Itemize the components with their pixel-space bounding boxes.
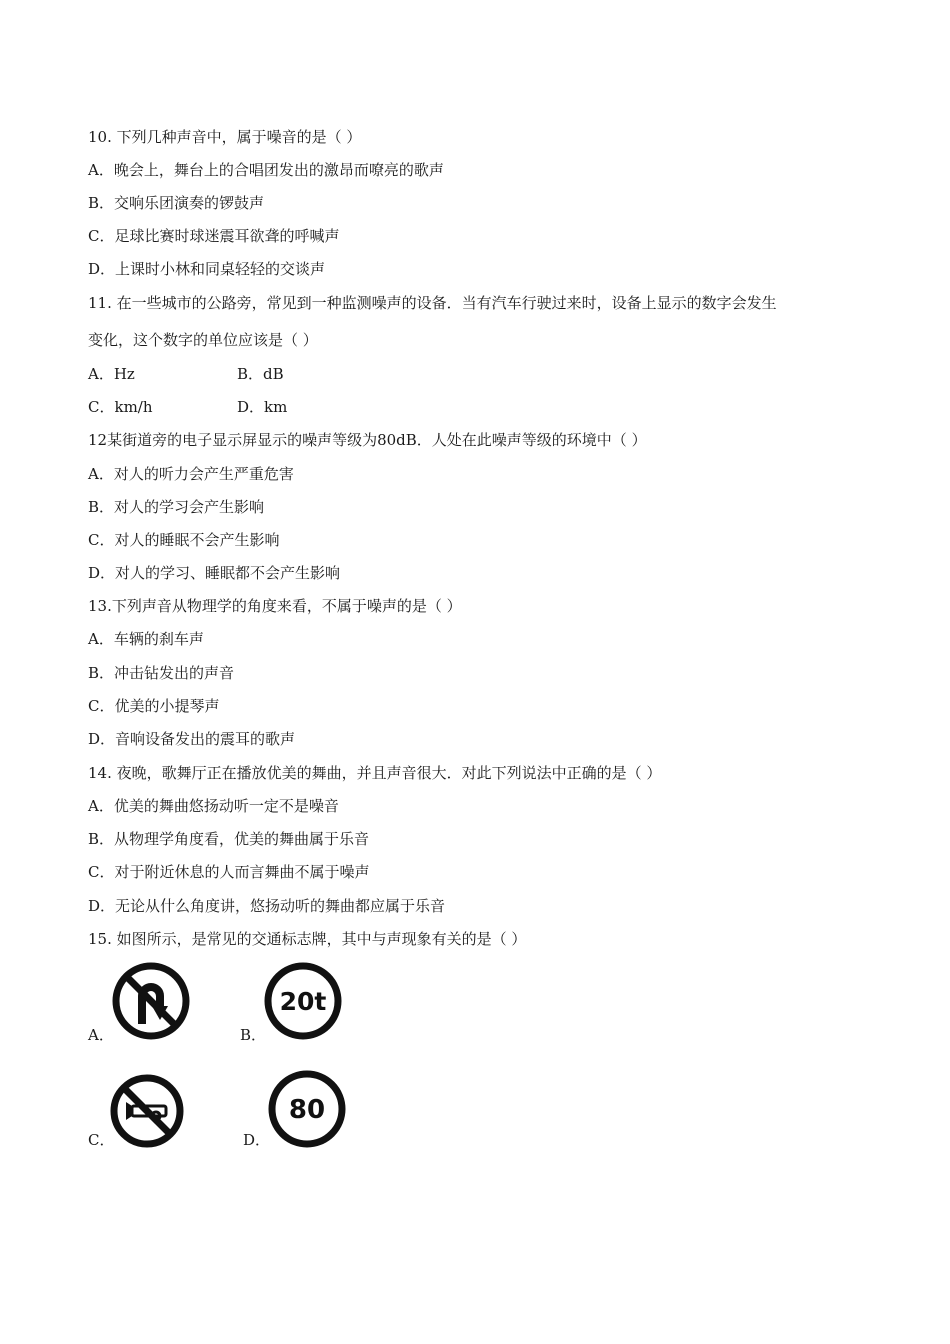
q12-option-d: D．对人的学习、睡眠都不会产生影响 <box>88 564 341 582</box>
q11-option-c: C．km/h <box>88 398 153 416</box>
q11-stem-line1: 11. 在一些城市的公路旁，常见到一种监测噪声的设备．当有汽车行驶过来时，设备上显示的数字会发生 <box>88 294 777 312</box>
q14-option-b: B．从物理学角度看，优美的舞曲属于乐音 <box>88 830 370 848</box>
q14-option-a: A．优美的舞曲悠扬动听一定不是噪音 <box>88 797 339 815</box>
weight-limit-text: 20t <box>279 987 327 1016</box>
q13-option-b: B．冲击钻发出的声音 <box>88 664 235 682</box>
q14-stem: 14. 夜晚，歌舞厅正在播放优美的舞曲，并且声音很大．对此下列说法中正确的是（ ） <box>88 764 662 782</box>
q10-stem: 10. 下列几种声音中，属于噪音的是（ ） <box>88 128 362 146</box>
q12-stem: 12某街道旁的电子显示屏显示的噪声等级为80dB．人处在此噪声等级的环境中（ ） <box>88 431 647 449</box>
q11-stem-line2: 变化，这个数字的单位应该是（ ） <box>88 331 318 349</box>
q10-option-b: B．交响乐团演奏的锣鼓声 <box>88 194 265 212</box>
q12-option-a: A．对人的听力会产生严重危害 <box>88 465 294 483</box>
q14-option-d: D．无论从什么角度讲，悠扬动听的舞曲都应属于乐音 <box>88 897 446 915</box>
q11-option-b: B．dB <box>237 365 284 383</box>
q10-option-d: D．上课时小林和同桌轻轻的交谈声 <box>88 260 326 278</box>
q11-option-a: A．Hz <box>88 365 135 383</box>
q14-option-c: C．对于附近休息的人而言舞曲不属于噪声 <box>88 863 370 881</box>
q10-option-a: A．晚会上，舞台上的合唱团发出的激昂而嘹亮的歌声 <box>88 161 444 179</box>
q12-option-b: B．对人的学习会产生影响 <box>88 498 265 516</box>
no-u-turn-sign-icon <box>110 960 192 1042</box>
no-honking-sign-icon <box>108 1072 186 1150</box>
q15-option-d-label: D． <box>243 1131 271 1149</box>
q15-option-c-label: C． <box>88 1131 115 1149</box>
q13-option-d: D．音响设备发出的震耳的歌声 <box>88 730 296 748</box>
q13-option-a: A．车辆的刹车声 <box>88 630 204 648</box>
q13-stem: 13.下列声音从物理学的角度来看，不属于噪声的是（ ） <box>88 597 462 615</box>
weight-limit-sign-icon <box>262 960 344 1042</box>
q10-option-c: C．足球比赛时球迷震耳欲聋的呼喊声 <box>88 227 340 245</box>
q15-option-a-label: A． <box>88 1026 114 1044</box>
speed-limit-sign-icon <box>266 1068 348 1150</box>
q12-option-c: C．对人的睡眠不会产生影响 <box>88 531 280 549</box>
q13-option-c: C．优美的小提琴声 <box>88 697 220 715</box>
q15-stem: 15. 如图所示，是常见的交通标志牌，其中与声现象有关的是（ ） <box>88 930 527 948</box>
q11-option-d: D．km <box>237 398 288 416</box>
q15-option-b-label: B． <box>240 1026 267 1044</box>
speed-limit-text: 80 <box>288 1095 326 1125</box>
